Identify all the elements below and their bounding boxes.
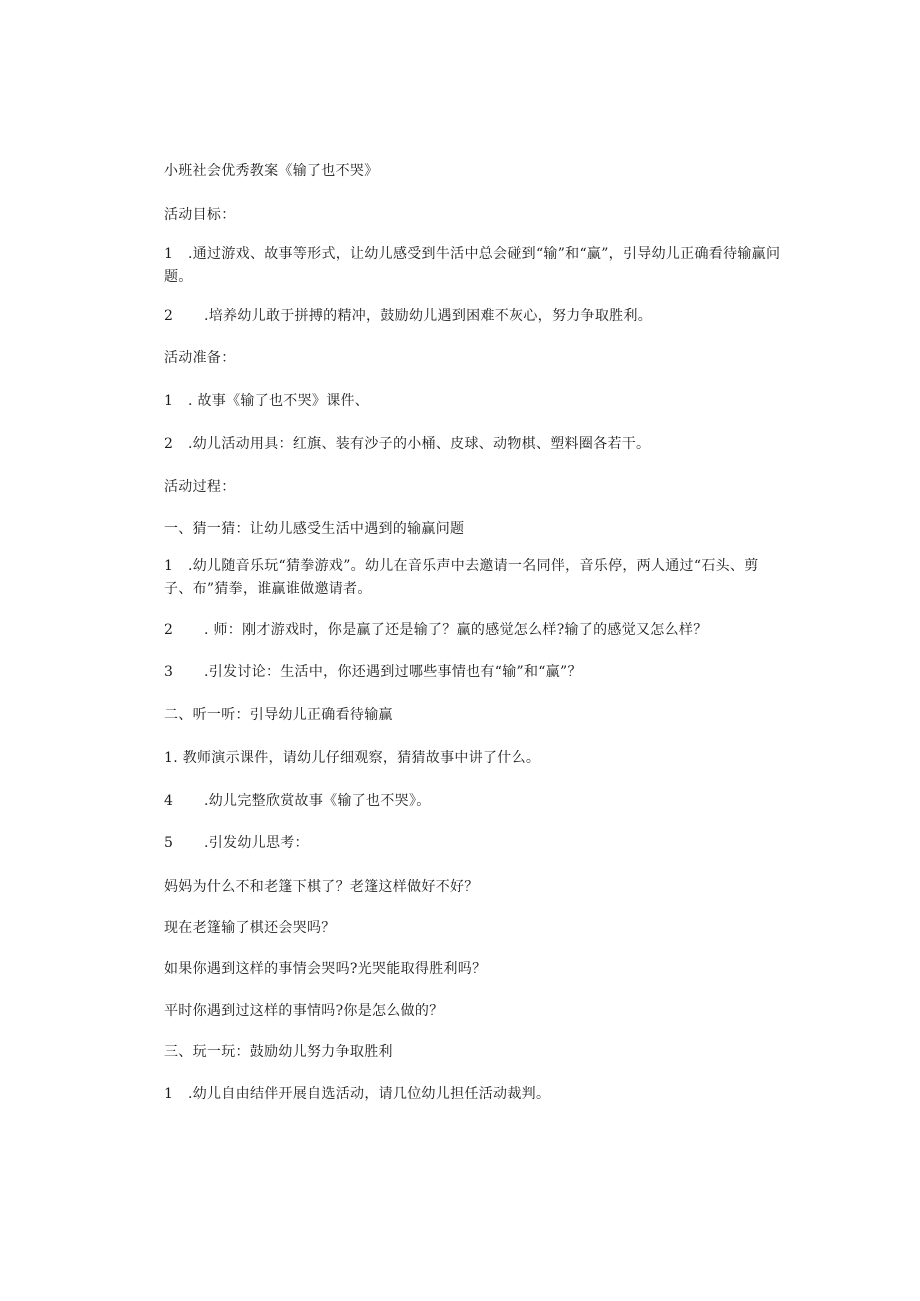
section-2-item-1: 1. 教师演示课件，请幼儿仔细观察，猜猜故事中讲了什么。 (164, 750, 541, 766)
section-1-item-3 (164, 661, 784, 684)
section-1-heading: 一、猜一猜：让幼儿感受生活中遇到的输赢问题 (164, 521, 465, 537)
goal-item-2 (164, 305, 784, 328)
prep-item-1-text: . 故事《输了也不哭》课件、 (188, 393, 370, 409)
section-2-item-5-text: .引发幼儿思考： (204, 835, 309, 851)
section-2-item-4 (164, 790, 784, 813)
section-2-item-5-number: 5 (164, 835, 174, 851)
prep-item-1 (164, 390, 784, 413)
section-1-item-2 (164, 619, 784, 642)
process-heading: 活动过程： (164, 479, 236, 495)
question-1: 妈妈为什么不和老篷下棋了？老篷这样做好不好？ (164, 879, 479, 895)
prep-item-2 (164, 433, 784, 456)
section-1-item-1-number: 1 (164, 558, 174, 574)
section-3-item-1-number: 1 (164, 1086, 174, 1102)
prep-heading: 活动准备： (164, 350, 236, 366)
goals-heading: 活动目标： (164, 207, 236, 223)
section-1-item-2-text: . 师：刚才游戏时，你是赢了还是输了？赢的感觉怎么样?输了的感觉又怎么样？ (204, 622, 708, 638)
section-1-item-1-text: .幼儿随音乐玩“猜拳游戏”。幼儿在音乐声中去邀请一名同伴，音乐停，两人通过“石头、剪子、布”猜拳，谁赢谁做邀请者。 (164, 558, 759, 597)
section-1-item-3-text: .引发讨论：生活中，你还遇到过哪些事情也有“输”和“赢”？ (204, 664, 582, 680)
prep-item-2-number: 2 (164, 436, 174, 452)
question-4: 平时你遇到过这样的事情吗?你是怎么做的？ (164, 1003, 444, 1019)
section-3-item-1-text: .幼儿自由结伴开展自选活动，请几位幼儿担任活动裁判。 (188, 1086, 551, 1102)
section-2-item-4-text: .幼儿完整欣赏故事《输了也不哭》。 (204, 793, 431, 809)
goal-item-2-text: .培养幼儿敢于拼搏的精冲，鼓励幼儿遇到困难不灰心，努力争取胜利。 (204, 308, 653, 324)
section-2-item-5 (164, 832, 784, 855)
section-2-heading: 二、听一听：引导幼儿正确看待输赢 (164, 707, 393, 723)
prep-item-1-number: 1 (164, 393, 174, 409)
goal-item-1-text: .通过游戏、故事等形式，让幼儿感受到牛活中总会碰到“输”和“赢”，引导幼儿正确看待输赢问题。 (164, 246, 781, 285)
section-2-item-4-number: 4 (164, 793, 174, 809)
document-title: 小班社会优秀教案《输了也不哭》 (164, 163, 379, 179)
goal-item-1-number: 1 (164, 246, 174, 262)
question-2: 现在老篷输了棋还会哭吗？ (164, 920, 336, 936)
goal-item-2-number: 2 (164, 308, 174, 324)
section-1-item-1 (164, 555, 786, 601)
prep-item-2-text: .幼儿活动用具：红旗、装有沙子的小桶、皮球、动物棋、塑料圈各若干。 (188, 436, 651, 452)
goal-item-1 (164, 243, 786, 289)
section-1-item-2-number: 2 (164, 622, 174, 638)
question-3: 如果你遇到这样的事情会哭吗?光哭能取得胜利吗？ (164, 961, 487, 977)
section-1-item-3-number: 3 (164, 664, 174, 680)
section-3-heading: 三、玩一玩：鼓励幼儿努力争取胜利 (164, 1044, 393, 1060)
section-3-item-1 (164, 1083, 784, 1106)
